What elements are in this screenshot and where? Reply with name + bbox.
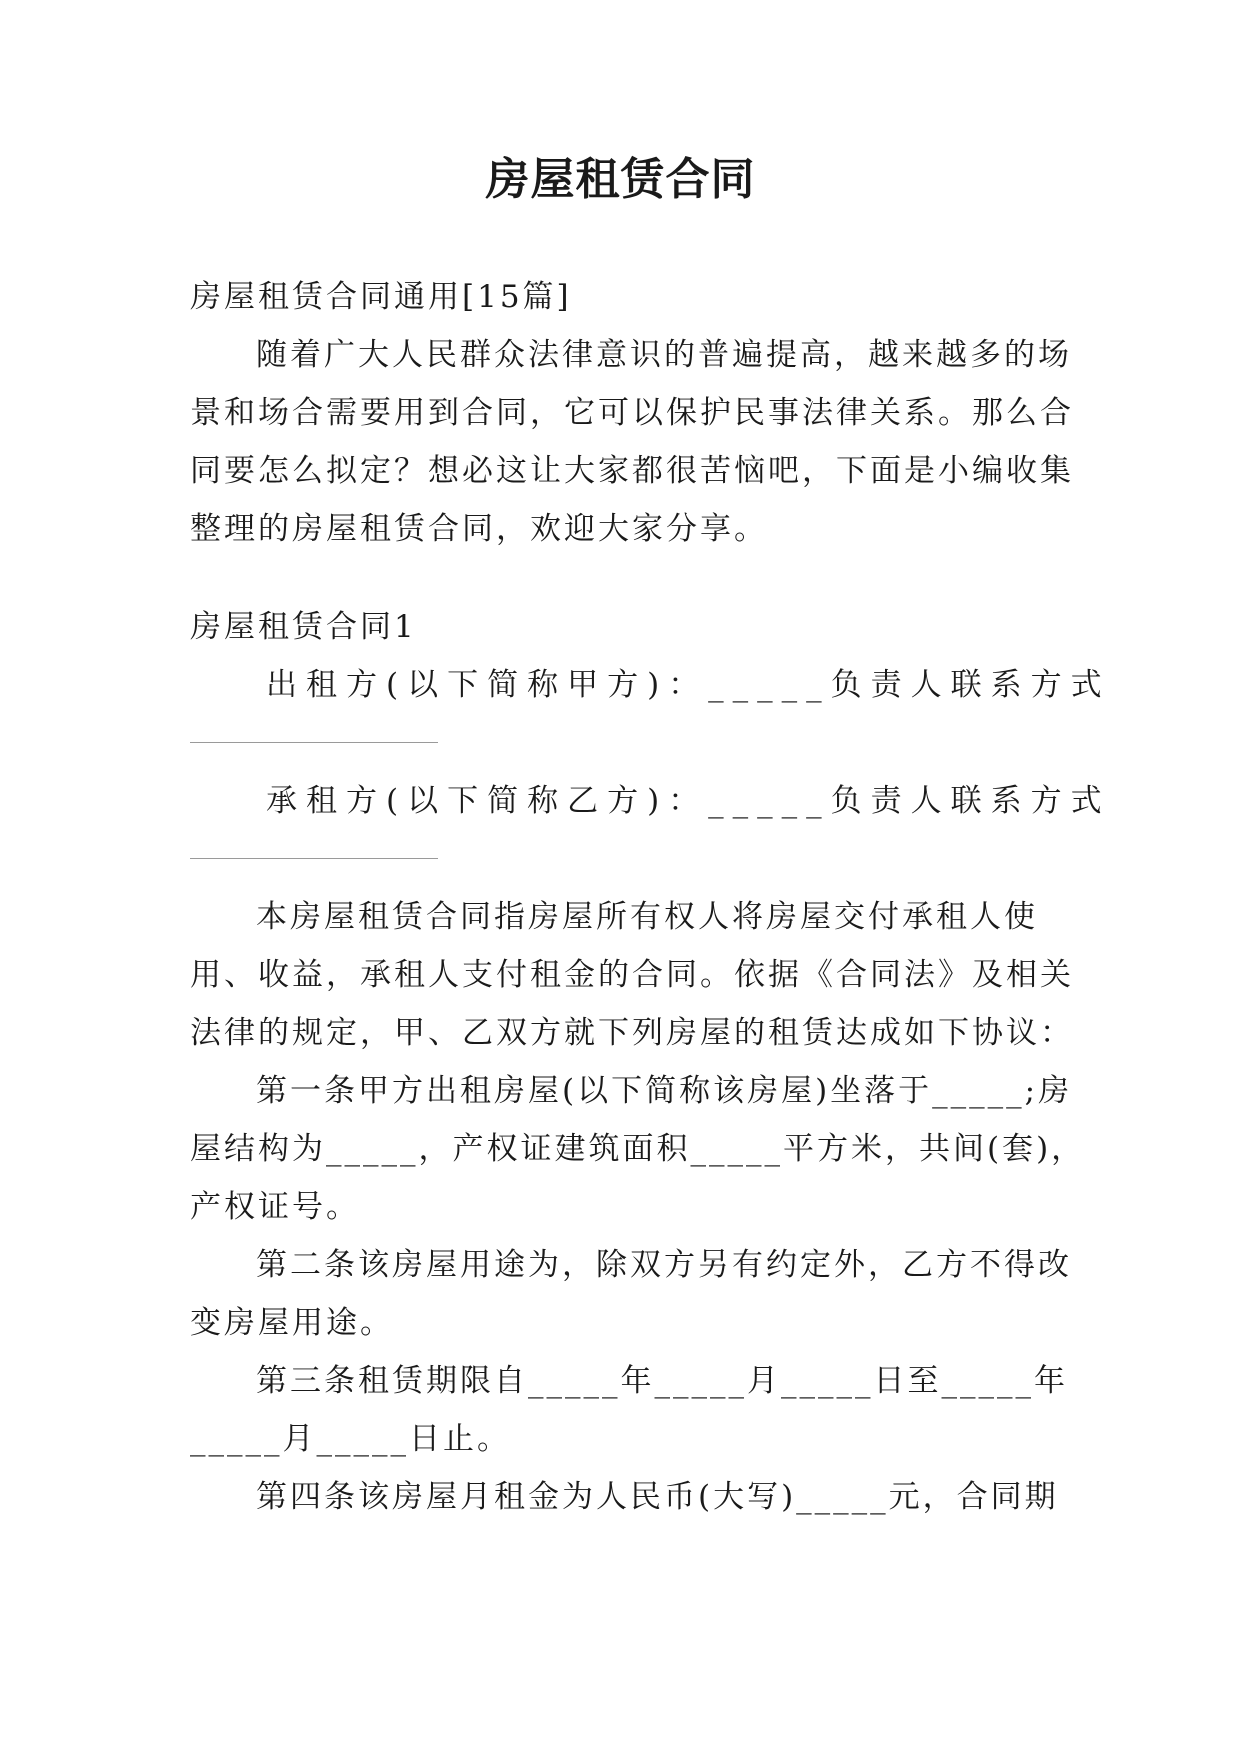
intro-line: 同要怎么拟定？想必这让大家都很苦恼吧，下面是小编收集 — [190, 453, 1074, 489]
article-line: 变房屋用途。 — [190, 1305, 394, 1341]
lessor-contact-blank — [190, 714, 1050, 772]
article-line: 产权证号。 — [190, 1189, 360, 1225]
preamble-paragraph — [190, 888, 1074, 1062]
lessee-line: 承租方(以下简称乙方)：_____负责人联系方式 — [266, 783, 1111, 819]
blank-underline — [190, 742, 438, 743]
lessor-line: 出租方(以下简称甲方)：_____负责人联系方式 — [266, 667, 1111, 703]
intro-paragraph — [190, 326, 1074, 558]
lessee-contact-blank — [190, 830, 1050, 888]
preamble-line: 法律的规定，甲、乙双方就下列房屋的租赁达成如下协议： — [190, 1015, 1074, 1051]
article-line: 第四条该房屋月租金为人民币(大写)_____元，合同期 — [256, 1479, 1059, 1515]
preamble-line: 本房屋租赁合同指房屋所有权人将房屋交付承租人使 — [256, 899, 1038, 935]
article-line: _____月_____日止。 — [190, 1421, 511, 1457]
document-body — [190, 268, 1111, 1526]
article-line: 第二条该房屋用途为，除双方另有约定外，乙方不得改 — [256, 1247, 1072, 1283]
preamble-line: 用、收益，承租人支付租金的合同。依据《合同法》及相关 — [190, 957, 1074, 993]
intro-line: 随着广大人民群众法律意识的普遍提高，越来越多的场 — [256, 337, 1072, 373]
article-line: 第一条甲方出租房屋(以下简称该房屋)坐落于_____;房 — [256, 1073, 1073, 1109]
section-heading: 房屋租赁合同1 — [190, 609, 417, 645]
paragraph-gap — [190, 558, 1050, 598]
article-line: 屋结构为_____，产权证建筑面积_____平方米，共间(套)， — [190, 1131, 1086, 1167]
document-title: 房屋租赁合同 — [485, 154, 756, 205]
article-4 — [190, 1468, 1059, 1526]
article-2 — [190, 1236, 1072, 1352]
blank-underline — [190, 858, 438, 859]
article-1 — [190, 1062, 1086, 1236]
intro-line: 景和场合需要用到合同，它可以保护民事法律关系。那么合 — [190, 395, 1074, 431]
article-line: 第三条租赁期限自_____年_____月_____日至_____年 — [256, 1363, 1068, 1399]
article-3 — [190, 1352, 1068, 1468]
document-subtitle: 房屋租赁合同通用[15篇] — [190, 279, 572, 315]
intro-line: 整理的房屋租赁合同，欢迎大家分享。 — [190, 511, 768, 547]
